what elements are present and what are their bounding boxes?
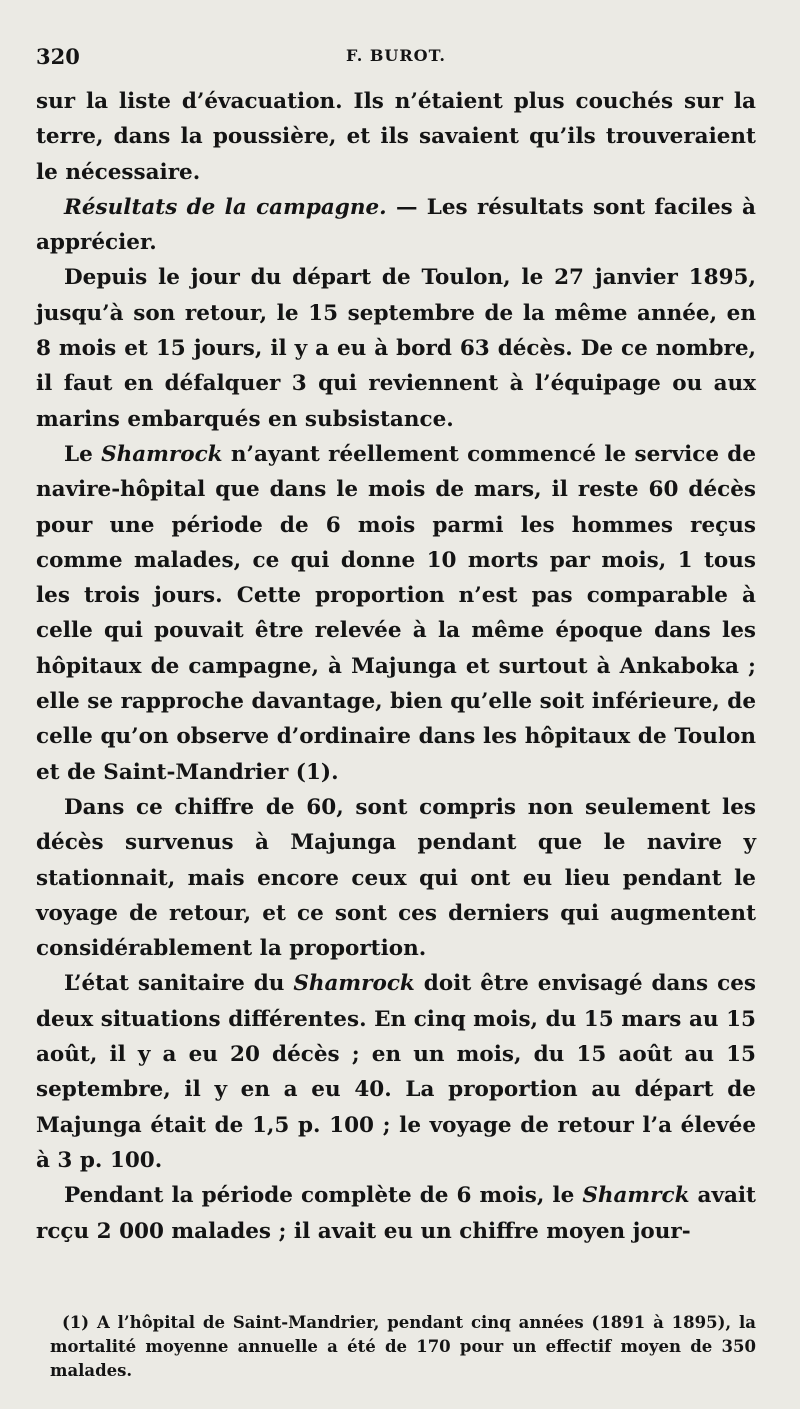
ship-name: Shamrock <box>293 971 415 997</box>
running-head: F. BUROT. <box>345 46 446 65</box>
paragraph: Depuis le jour du départ de Toulon, le 27 janvier 1895, jusqu’à son retour, le 15 septembre de la même année, en 8 mois et 15 jours, il y a eu à bord 63 décès. De ce nombre, il faut en défalquer 3 qui reviennent à l’équipage ou aux marins embarqués en subsistance. <box>36 265 756 432</box>
paragraph-results-heading: Résultats de la campagne. — Les résultats sont faciles à apprécier. <box>36 194 756 256</box>
footnote-text: (1) A l’hôpital de Saint-Mandrier, pendant cinq années (1891 à 1895), la mortalité moyenne annuelle a été de 170 pour un effectif moyen de 350 malades. <box>50 1312 756 1380</box>
page-number: 320 <box>36 44 80 69</box>
section-heading: Résultats de la campagne. <box>64 194 387 220</box>
body-text <box>36 84 756 1249</box>
paragraph-continuation: sur la liste d’évacuation. Ils n’étaient plus couchés sur la terre, dans la poussière, et ils savaient qu’ils trouveraient le nécessaire. <box>36 89 756 185</box>
paragraph: Pendant la période complète de 6 mois, le Shamrck avait rcçu 2 000 malades ; il avait eu un chiffre moyen jour- <box>36 1183 756 1244</box>
footnote <box>36 1311 756 1383</box>
paragraph: L’état sanitaire du Shamrock doit être envisagé dans ces deux situations différentes. En cinq mois, du 15 mars au 15 août, il y a eu 20 décès ; en un mois, du 15 août au 15 septembre, il y en a eu 40. La proportion au départ de Majunga était de 1,5 p. 100 ; le voyage de retour l’a élevée à 3 p. 100. <box>36 971 756 1173</box>
ship-name: Shamrck <box>582 1183 690 1209</box>
paragraph: Le Shamrock n’ayant réellement commencé le service de navire-hôpital que dans le mois de mars, il reste 60 décès pour une période de 6 mois parmi les hommes reçus comme malades, ce qui donne 10 morts par mois, 1 tous les trois jours. Cette proportion n’est pas comparable à celle qui pouvait être relevée à la même époque dans les hôpitaux de campagne, à Majunga et surtout à Ankaboka ; elle se rapproche davantage, bien qu’elle soit inférieure, de celle qu’on observe d’ordinaire dans les hôpitaux de Toulon et de Saint-Mandrier (1). <box>36 441 756 785</box>
paragraph: Dans ce chiffre de 60, sont compris non seulement les décès survenus à Majunga pendant que le navire y stationnait, mais encore ceux qui ont eu lieu pendant le voyage de retour, et ce sont ces derniers qui augmentent considérablement la proportion. <box>36 794 756 962</box>
page-header <box>36 38 756 84</box>
ship-name: Shamrock <box>101 441 223 467</box>
